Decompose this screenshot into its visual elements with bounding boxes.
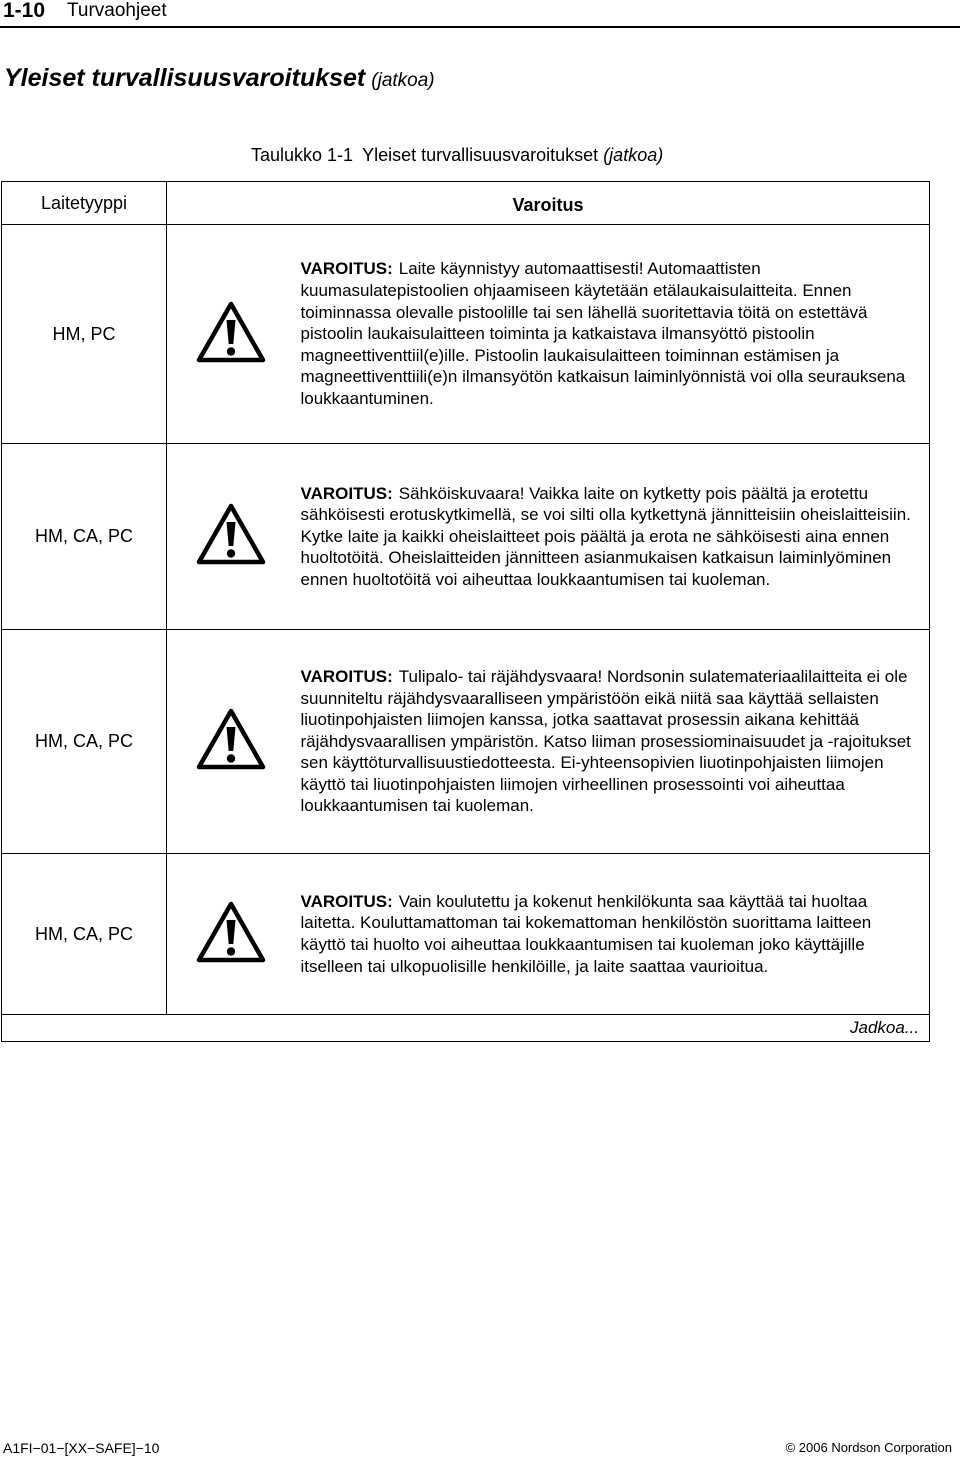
table-caption-text: Yleiset turvallisuusvaroitukset [362,145,599,165]
warning-text-cell [295,225,930,444]
warning-triangle-icon [196,301,266,363]
table-caption-number: Taulukko 1-1 [251,145,354,165]
footer-doc-code: A1FI−01−[XX−SAFE]−10 [3,1440,160,1456]
continued-note: Jadkoa... [2,1015,930,1042]
warning-label: VAROITUS: [300,483,393,503]
icon-cell [167,854,295,1015]
page-title [4,64,435,93]
equipment-type-cell: HM, PC [2,225,167,444]
warning-text: Sähköiskuvaara! Vaikka laite on kytketty pois päältä ja erotettu sähköisesti erotuskytkimellä, se voi silti olla kytkettynä jännitteisiin oheislaitteisiin. Kytke laite ja kaikki oheislaitteet pois päältä ja erota ne sähköisesti aina ennen huoltotöitä. Oheislaitteiden jännitteen asianmukaisen katkaisun laiminlyöminen ennen huoltotöitä voi aiheuttaa loukkaantumisen tai kuoleman. [300,483,911,589]
column-header-warning: Varoitus [167,182,930,225]
icon-cell [167,225,295,444]
footer-copyright: © 2006 Nordson Corporation [785,1440,952,1455]
page-title-continued: (jatkoa) [371,70,435,91]
equipment-type-cell: HM, CA, PC [2,854,167,1015]
warning-text: Tulipalo- tai räjähdysvaara! Nordsonin sulatemateriaalilaitteita ei ole suunniteltu räjähdysvaaralliseen ympäristöön eikä niitä saa käyttää sellaisten liuotinpohjaisten liimojen kanssa, jotka saattavat prosessin aikana kehittää räjähdysvaarallisen ympäristön. Katso liiman prosessiominaisuudet ja -rajoitukset sen käyttöturvallisuustiedotteesta. Ei-yhteensopivien liuotinpohjaisten liimojen käyttö tai liuotinpohjaisten liimojen virheellinen prosessointi voi aiheuttaa loukkaantumisen tai kuoleman. [300,666,911,816]
table-row [2,630,930,854]
warning-triangle-icon [196,708,266,770]
equipment-type-cell: HM, CA, PC [2,444,167,630]
page-number: 1-10 [3,0,46,22]
table-header-row [2,182,930,225]
warning-triangle-icon [196,503,266,565]
warning-text-cell [295,630,930,854]
icon-cell [167,444,295,630]
header-rule [0,26,960,28]
warning-label: VAROITUS: [300,666,393,686]
page-title-main: Yleiset turvallisuusvaroitukset [4,64,366,92]
warning-label: VAROITUS: [300,891,393,911]
table-row [2,225,930,444]
column-header-equipment-type: Laitetyyppi [2,182,167,225]
warning-text-cell [295,444,930,630]
warning-text: Laite käynnistyy automaattisesti! Automaattisten kuumasulatepistoolien ohjaamiseen käytetään etälaukaisulaitteita. Ennen toiminnassa olevalle pistoolille tai sen lähellä suoritettavia töitä on estettävä pistoolin laukaisulaitteen toiminta ja katkaistava ilmansyöttö pistoolin magneettiventtiil(e)ille. Pistoolin laukaisulaitteen toiminnan estämisen ja magneettiventtiili(e)n ilmansyötön katkaisun laiminlyönnistä voi olla seurauksena loukkaantuminen. [300,259,906,408]
warning-label: VAROITUS: [300,259,393,279]
table-caption [251,145,663,166]
warning-triangle-icon [196,901,266,963]
warnings-table [1,181,930,1042]
warning-text: Vain koulutettu ja kokenut henkilökunta saa käyttää tai huoltaa laitetta. Kouluttamattoman tai kokemattoman henkilöstön suorittama laitteen käyttö tai huolto voi aiheuttaa loukkaantumisen tai kuoleman joko käyttäjille itselleen tai ulkopuolisille henkilöille, ja laite saattaa vaurioitua. [300,891,872,976]
table-continued-row [2,1015,930,1042]
table-row [2,854,930,1015]
table-caption-continued: (jatkoa) [603,145,664,165]
section-name: Turvaohjeet [67,0,167,21]
table-row [2,444,930,630]
page-header [0,0,960,26]
icon-cell [167,630,295,854]
equipment-type-cell: HM, CA, PC [2,630,167,854]
warning-text-cell [295,854,930,1015]
